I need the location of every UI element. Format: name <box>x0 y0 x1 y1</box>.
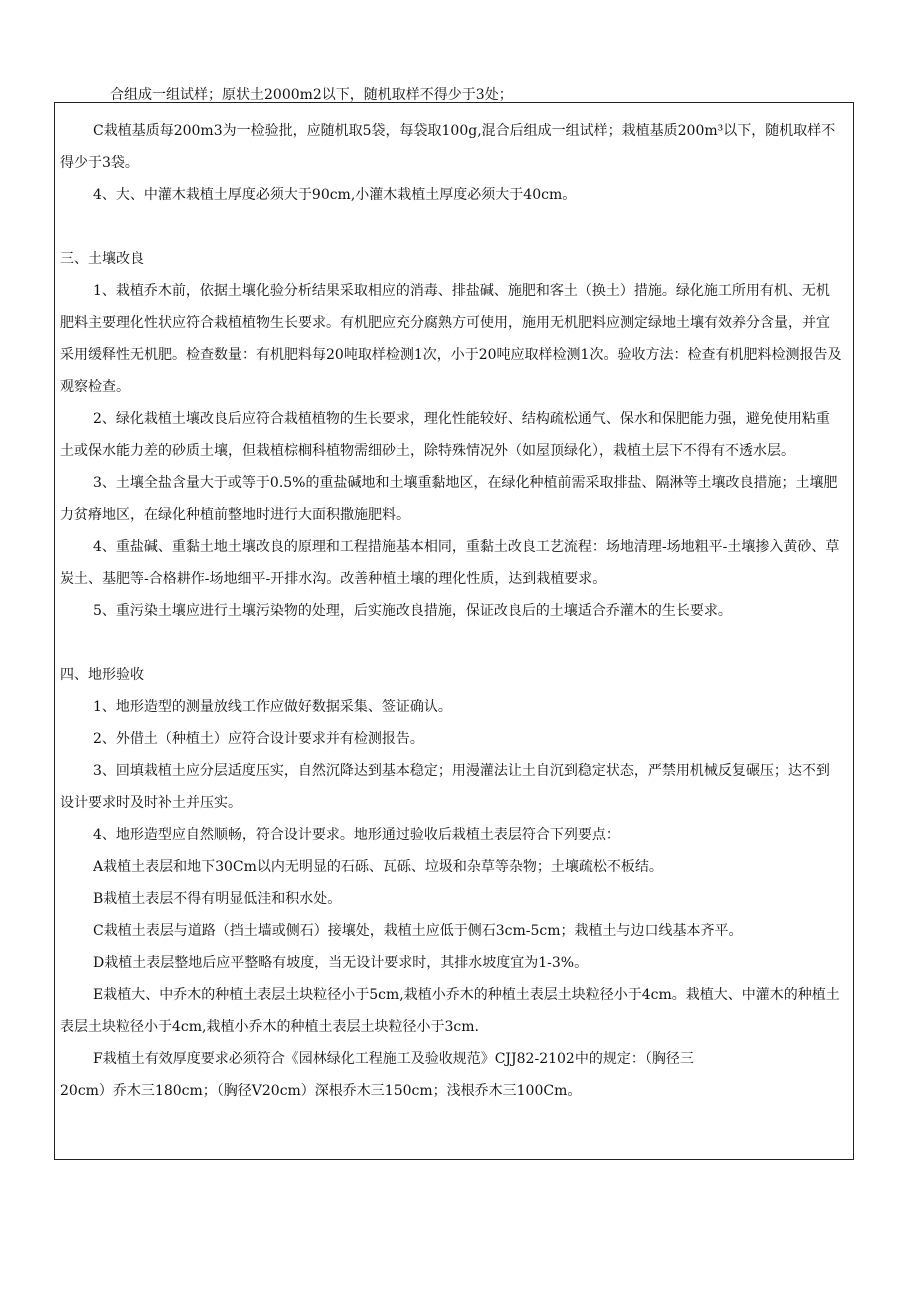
section-4-para-3: 3、回填栽植土应分层适度压实，自然沉降达到基本稳定；用漫灌法让土自沉到稳定状态，严禁用机械反复碾压；达不到设计要求时及时补土并压实。 <box>60 763 830 811</box>
section-4-para-2: 2、外借土（种植土）应符合设计要求并有检测报告。 <box>93 731 424 747</box>
continuation-line: 合组成一组试样；原状土2000m2以下，随机取样不得少于3处； <box>110 87 513 103</box>
section-3-para-4: 4、重盐碱、重黏土地土壤改良的原理和工程措施基本相同，重黏土改良工艺流程：场地清理-场地粗平-土壤掺入黄砂、草炭土、基肥等-合格耕作-场地细平-开排水沟。改善种植土壤的理化性质，达到栽植要求。 <box>60 539 840 587</box>
item-4-soil-thickness: 4、大、中灌木栽植土厚度必须大于90cm,小灌木栽植土厚度必须大于40cm。 <box>93 187 577 203</box>
section-4-item-e: E栽植大、中乔木的种植土表层土块粒径小于5cm,栽植小乔木的种植土表层土块粒径小于4cm。栽植大、中灌木的种植土表层土块粒径小于4cm,栽植小乔木的种植土表层土块粒径小于3cm. <box>60 987 840 1035</box>
section-3-para-1: 1、栽植乔木前，依据土壤化验分析结果采取相应的消毒、排盐碱、施肥和客土（换土）措施。绿化施工所用有机、无机肥料主要理化性状应符合栽植植物生长要求。有机肥应充分腐熟方可使用，施用无机肥料应测定绿地土壤有效养分含量，并宜采用缓释性无机肥。检查数量：有机肥料每20吨取样检测1次，小于20吨应取样检测1次。验收方法：检查有机肥料检测报告及观察检查。 <box>60 283 842 395</box>
section-3-para-2: 2、绿化栽植土壤改良后应符合栽植植物的生长要求，理化性能较好、结构疏松通气、保水和保肥能力强，避免使用粘重土或保水能力差的砂质土壤，但栽植棕榈科植物需细砂土，除特殊情况外（如屋顶绿化），栽植土层下不得有不透水层。 <box>60 411 830 459</box>
section-3-para-5: 5、重污染土壤应进行土壤污染物的处理，后实施改良措施，保证改良后的土壤适合乔灌木的生长要求。 <box>93 603 732 619</box>
section-4-item-f-line-2: 20cm）乔木三180cm；（胸径V20cm）深根乔木三150cm；浅根乔木三100Cm。 <box>60 1083 582 1099</box>
spacer <box>60 211 843 243</box>
spacer <box>60 627 843 659</box>
item-c-substrate: C栽植基质每200m3为一检验批，应随机取5袋，每袋取100g,混合后组成一组试样；栽植基质200m³以下，随机取样不得少于3袋。 <box>60 123 836 171</box>
section-3-heading: 三、土壤改良 <box>60 251 144 267</box>
section-3-para-3: 3、土壤全盐含量大于或等于0.5%的重盐碱地和土壤重黏地区，在绿化种植前需采取排盐、隔淋等土壤改良措施；土壤肥力贫瘠地区，在绿化种植前整地时进行大面积撒施肥料。 <box>60 475 838 523</box>
section-4-item-b: B栽植土表层不得有明显低洼和积水处。 <box>93 891 342 907</box>
section-4-item-d: D栽植土表层整地后应平整略有坡度，当无设计要求时，其排水坡度宜为1-3%。 <box>93 955 589 971</box>
section-4-para-1: 1、地形造型的测量放线工作应做好数据采集、签证确认。 <box>93 699 452 715</box>
section-4-item-a: A栽植土表层和地下30Cm以内无明显的石砾、瓦砾、垃圾和杂草等杂物；土壤疏松不板结。 <box>93 859 663 875</box>
section-4-heading: 四、地形验收 <box>60 667 144 683</box>
section-4-item-c: C栽植土表层与道路（挡土墙或侧石）接壤处，栽植土应低于侧石3cm-5cm；栽植土与边口线基本齐平。 <box>93 923 743 939</box>
content-box <box>54 102 854 1160</box>
section-4-para-4: 4、地形造型应自然顺畅，符合设计要求。地形通过验收后栽植土表层符合下列要点： <box>93 827 620 843</box>
section-4-item-f-line-1: F栽植土有效厚度要求必须符合《园林绿化工程施工及验收规范》CJJ82-2102中的规定：（胸径三 <box>93 1051 694 1067</box>
